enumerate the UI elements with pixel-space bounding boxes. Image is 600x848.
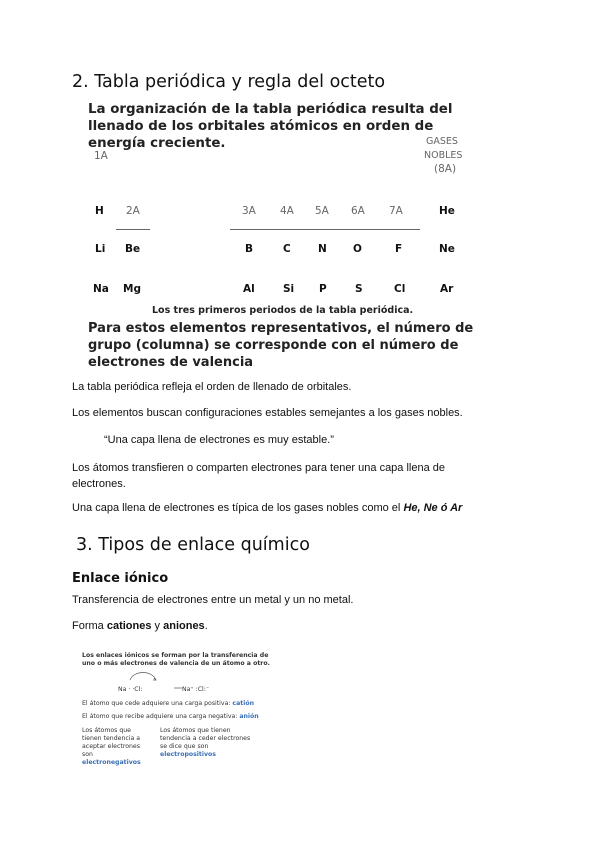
forms-text: Forma <box>72 620 107 632</box>
electronegative-term: electronegativos <box>82 759 141 766</box>
element-ne: Ne <box>439 243 455 255</box>
paragraph-stable-config: Los elementos buscan configuraciones estables semejantes a los gases nobles. <box>72 407 463 419</box>
paragraph-orbital-order: La tabla periódica refleja el orden de llenado de orbitales. <box>72 381 352 393</box>
element-be: Be <box>125 243 141 255</box>
element-p: P <box>319 283 327 295</box>
element-n: N <box>318 243 327 255</box>
and-text: y <box>151 620 164 632</box>
element-li: Li <box>95 243 106 255</box>
figure-footer: Para estos elementos representativos, el número de grupo (columna) se corresponde con el número de electrones de valencia <box>88 321 474 370</box>
paragraph-ionic-transfer: Transferencia de electrones entre un metal y un no metal. <box>72 594 354 606</box>
element-o: O <box>353 243 362 255</box>
paragraph-noble-gases <box>72 502 462 514</box>
element-h: H <box>95 205 104 217</box>
ionic-bond-heading: Enlace iónico <box>72 571 169 586</box>
element-c: C <box>283 243 291 255</box>
element-cl: Cl <box>394 283 406 295</box>
group-label-1a: 1A <box>94 150 108 162</box>
group-label-6a: 6A <box>351 205 365 217</box>
electronegative-note <box>82 727 148 767</box>
noble-gases-text: Una capa llena de electrones es típica de los gases nobles como el <box>72 502 404 514</box>
electropositive-note <box>160 727 256 759</box>
anion-line <box>82 713 259 721</box>
quote-full-shell: “Una capa llena de electrones es muy estable.” <box>104 434 334 446</box>
noble-gases-label-1: GASES <box>426 136 458 147</box>
element-f: F <box>395 243 403 255</box>
figure-title: La organización de la tabla periódica resulta del llenado de los orbitales atómicos en orden de energía creciente. <box>88 102 453 151</box>
element-al: Al <box>243 283 255 295</box>
element-na: Na <box>93 283 109 295</box>
period-text: . <box>204 620 208 632</box>
figure-caption: Los tres primeros periodos de la tabla periódica. <box>152 305 414 316</box>
element-s: S <box>355 283 363 295</box>
noble-gases-label-2: NOBLES <box>424 150 463 161</box>
group-label-2a: 2A <box>126 205 140 217</box>
group-2a-underline <box>116 229 150 230</box>
equation-reactants: Na · ·Cl: <box>118 686 143 693</box>
electronegative-text: Los átomos que tienen tendencia a aceptar electrones son <box>82 727 141 758</box>
cation-term: catión <box>232 700 254 707</box>
noble-gases-examples: He, Ne ó Ar <box>403 502 463 514</box>
cation-line <box>82 700 254 708</box>
cations-term: cationes <box>106 620 152 632</box>
group-label-7a: 7A <box>389 205 403 217</box>
noble-gases-label-3: (8A) <box>434 163 457 175</box>
section-3-heading: 3. Tipos de enlace químico <box>76 535 310 555</box>
anion-term: anión <box>239 713 259 720</box>
electropositive-text: Los átomos que tienen tendencia a ceder electrones se dice que son <box>160 727 251 750</box>
group-label-4a: 4A <box>280 205 294 217</box>
groups-3a-7a-underline <box>230 229 420 230</box>
ionic-bond-intro: Los enlaces iónicos se forman por la transferencia de uno o más electrones de valencia de un átomo a otro. <box>82 652 270 667</box>
element-mg: Mg <box>123 283 141 295</box>
element-si: Si <box>283 283 295 295</box>
paragraph-cations-anions <box>72 620 208 632</box>
group-label-3a: 3A <box>242 205 256 217</box>
element-b: B <box>245 243 254 255</box>
ionic-bond-image <box>82 652 282 764</box>
element-he: He <box>439 205 455 217</box>
paragraph-transfer-share: Los átomos transfieren o comparten electrones para tener una capa llena de electrones. <box>72 462 446 490</box>
anion-line-text: El átomo que recibe adquiere una carga negativa: <box>82 713 240 720</box>
section-2-heading: 2. Tabla periódica y regla del octeto <box>72 72 386 92</box>
electropositive-term: electropositivos <box>160 751 216 758</box>
cation-line-text: El átomo que cede adquiere una carga positiva: <box>82 700 233 707</box>
anions-term: aniones <box>163 620 205 632</box>
equation-products: Na⁺ :Cl:⁻ <box>182 686 210 693</box>
group-label-5a: 5A <box>315 205 329 217</box>
element-ar: Ar <box>440 283 454 295</box>
